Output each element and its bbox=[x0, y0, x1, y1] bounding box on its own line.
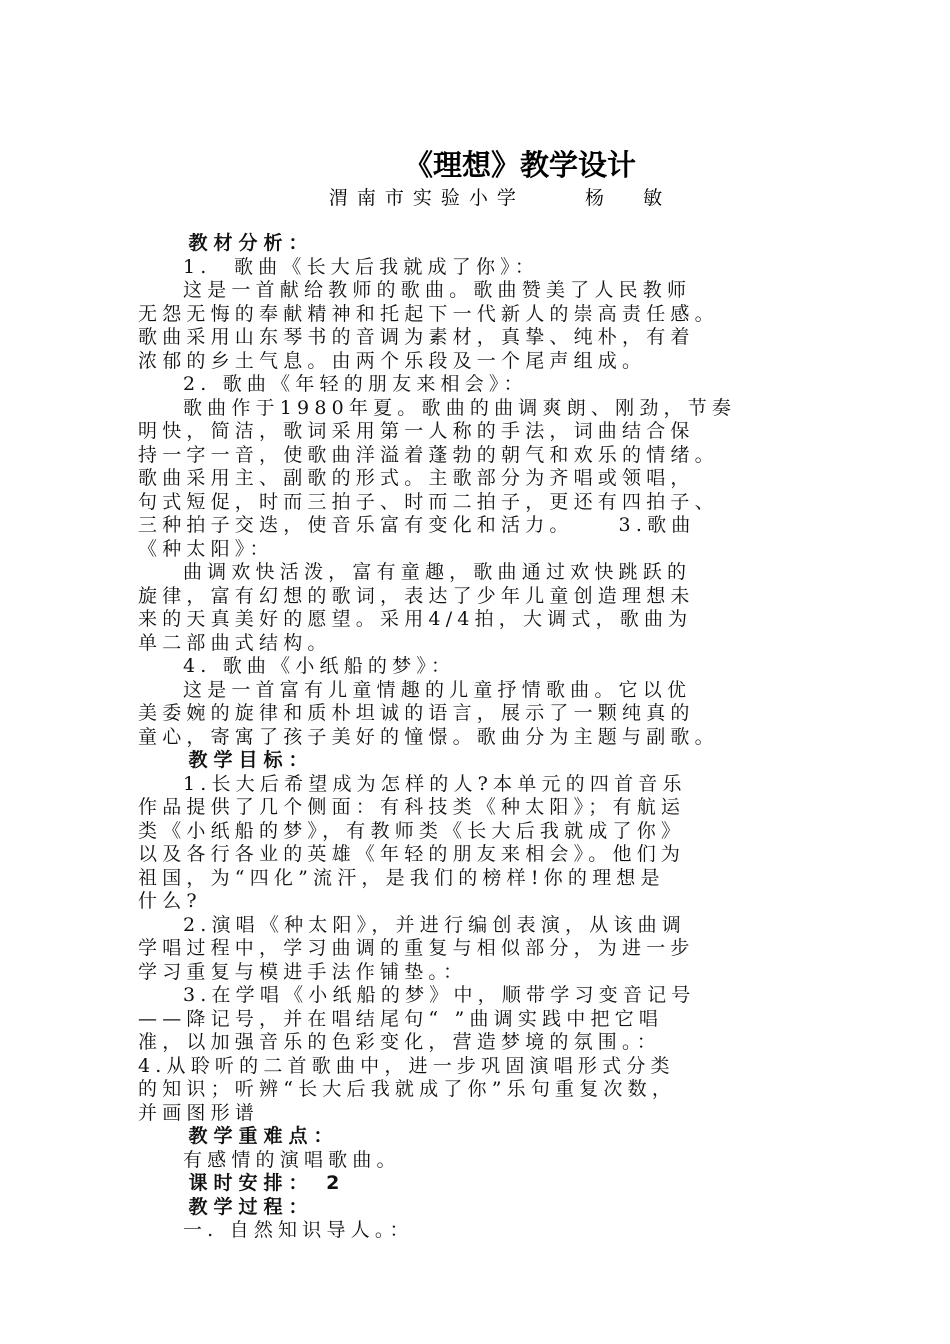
text-line: 1. 歌曲《长大后我就成了你》： bbox=[138, 255, 540, 278]
text-line: 《种太阳》： bbox=[138, 537, 274, 560]
text-line: 这是一首富有儿童情趣的儿童抒情歌曲。它以优 bbox=[138, 678, 692, 701]
text-line: 美委婉的旋律和质朴坦诚的语言，展示了一颗纯真的 bbox=[138, 702, 695, 724]
section-heading: 教学目标： bbox=[138, 749, 314, 771]
text-line: 1.长大后希望成为怎样的人?本单元的四首音乐 bbox=[138, 772, 687, 795]
text-line: 2.演唱《种太阳》，并进行编创表演，从该曲调 bbox=[138, 913, 686, 936]
text-line: 单二部曲式结构。 bbox=[138, 631, 332, 654]
text-line: 歌曲作于1980年夏。歌曲的曲调爽朗、刚劲，节奏 bbox=[138, 396, 737, 419]
text-line: 童心，寄寓了孩子美好的憧憬。歌曲分为主题与副歌。 bbox=[138, 725, 719, 748]
section-heading: 教学过程： bbox=[138, 1195, 314, 1218]
text-line: 旋律，富有幻想的歌词，表达了少年儿童创造理想未 bbox=[138, 584, 695, 607]
text-line: 学唱过程中，学习曲调的重复与相似部分，为进一步 bbox=[138, 937, 695, 959]
text-line: 的知识；听辨“长大后我就成了你”乐句重复次数， bbox=[138, 1078, 677, 1100]
text-line: 歌曲采用山东琴书的音调为素材，真挚、纯朴，有着 bbox=[138, 326, 695, 348]
section-heading: 课时安排： 2 bbox=[138, 1172, 346, 1194]
text-line: 无怨无悔的奉献精神和托起下一代新人的崇高责任感。 bbox=[138, 302, 719, 325]
text-line: 4.从聆听的二首歌曲中，进一步巩固演唱形式分类 bbox=[138, 1054, 675, 1077]
text-line: 什么? bbox=[138, 890, 202, 912]
text-line: 类《小纸船的梦》，有教师类《长大后我就成了你》 bbox=[138, 819, 686, 842]
text-line: 来的天真美好的愿望。采用4/4拍，大调式，歌曲为 bbox=[138, 608, 693, 630]
text-line: 句式短促，时而三拍子、时而二拍子，更还有四拍子、 bbox=[138, 490, 719, 513]
text-line: 祖国，为“四化”流汗，是我们的榜样!你的理想是 bbox=[138, 866, 665, 889]
document-body bbox=[138, 232, 858, 1243]
text-line: 作品提供了几个侧面：有科技类《种太阳》；有航运 bbox=[138, 796, 686, 818]
text-line: 一. 自然知识导人。： bbox=[138, 1219, 414, 1241]
text-line: 学习重复与模进手法作铺垫。： bbox=[138, 960, 468, 983]
section-heading: 教材分析： bbox=[138, 232, 314, 254]
text-line: 以及各行各业的英雄《年轻的朋友来相会》。他们为 bbox=[138, 843, 686, 865]
text-line: 准，以加强音乐的色彩变化，营造梦境的氛围。： bbox=[138, 1031, 661, 1053]
text-line: 明快，简洁，歌词采用第一人称的手法，词曲结合保 bbox=[138, 420, 695, 442]
text-line: 这是一首献给教师的歌曲。歌曲赞美了人民教师 bbox=[138, 279, 692, 301]
text-line: 歌曲采用主、副歌的形式。主歌部分为齐唱或领唱， bbox=[138, 467, 695, 489]
text-line: 浓郁的乡土气息。由两个乐段及一个尾声组成。 bbox=[138, 349, 647, 372]
text-line: 并画图形谱 bbox=[138, 1101, 260, 1124]
document-title: 《理想》教学设计 bbox=[403, 148, 636, 182]
text-line: 曲调欢快活泼，富有童趣，歌曲通过欢快跳跃的 bbox=[138, 561, 692, 583]
text-line: 持一字一音，使歌曲洋溢着蓬勃的朝气和欢乐的情绪。 bbox=[138, 443, 719, 466]
text-line: 三种拍子交迭，使音乐富有变化和活力。 3.歌曲 bbox=[138, 514, 696, 536]
text-line: ——降记号，并在唱结尾句“ ”曲调实践中把它唱 bbox=[138, 1007, 664, 1030]
author-line: 渭南市实验小学 杨 敏 bbox=[328, 187, 672, 209]
text-line: 4. 歌曲《小纸船的梦》： bbox=[138, 655, 456, 677]
text-line: 2. 歌曲《年轻的朋友来相会》： bbox=[138, 373, 528, 395]
text-line: 3.在学唱《小纸船的梦》中，顺带学习变音记号 bbox=[138, 984, 696, 1006]
text-line: 有感情的演唱歌曲。 bbox=[138, 1148, 401, 1171]
section-heading: 教学重难点： bbox=[138, 1125, 339, 1147]
